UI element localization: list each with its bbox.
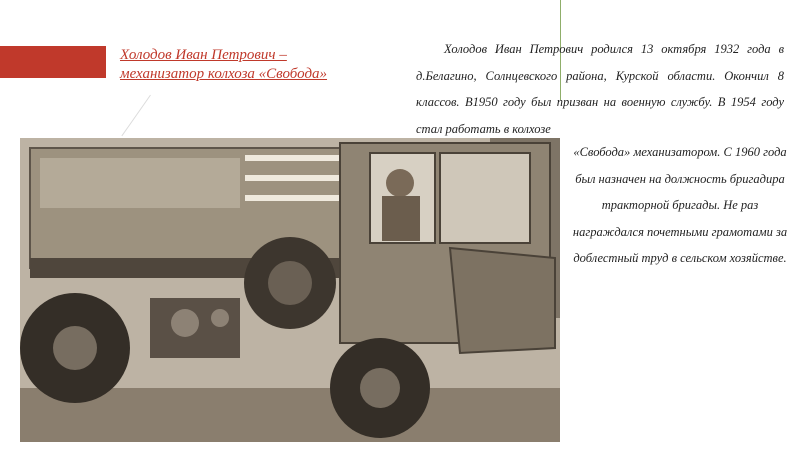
slide-title — [120, 46, 410, 84]
title-accent-bar — [0, 46, 106, 78]
slide-title-line-2: механизатор колхоза «Свобода» — [120, 66, 328, 82]
biography-text-top: Холодов Иван Петрович родился 13 октября 1932 года в д.Белагино, Солнцевского района, Курской области. Окончил 8 классов. В1950 году был призван на военную службу. В 1954 году стал работать в колхозе — [416, 42, 784, 136]
historical-tractor-photo — [20, 138, 560, 442]
slide-title-line-1: Холодов Иван Петрович – — [120, 47, 287, 63]
biography-text-side: «Свобода» механизатором. С 1960 года был назначен на должность бригадира тракторной бригады. Не раз награждался почетными грамотами за доблестный труд в сельском хозяйстве. — [572, 145, 788, 265]
decorative-line-thin — [121, 95, 150, 137]
tractor-illustration — [20, 138, 560, 442]
